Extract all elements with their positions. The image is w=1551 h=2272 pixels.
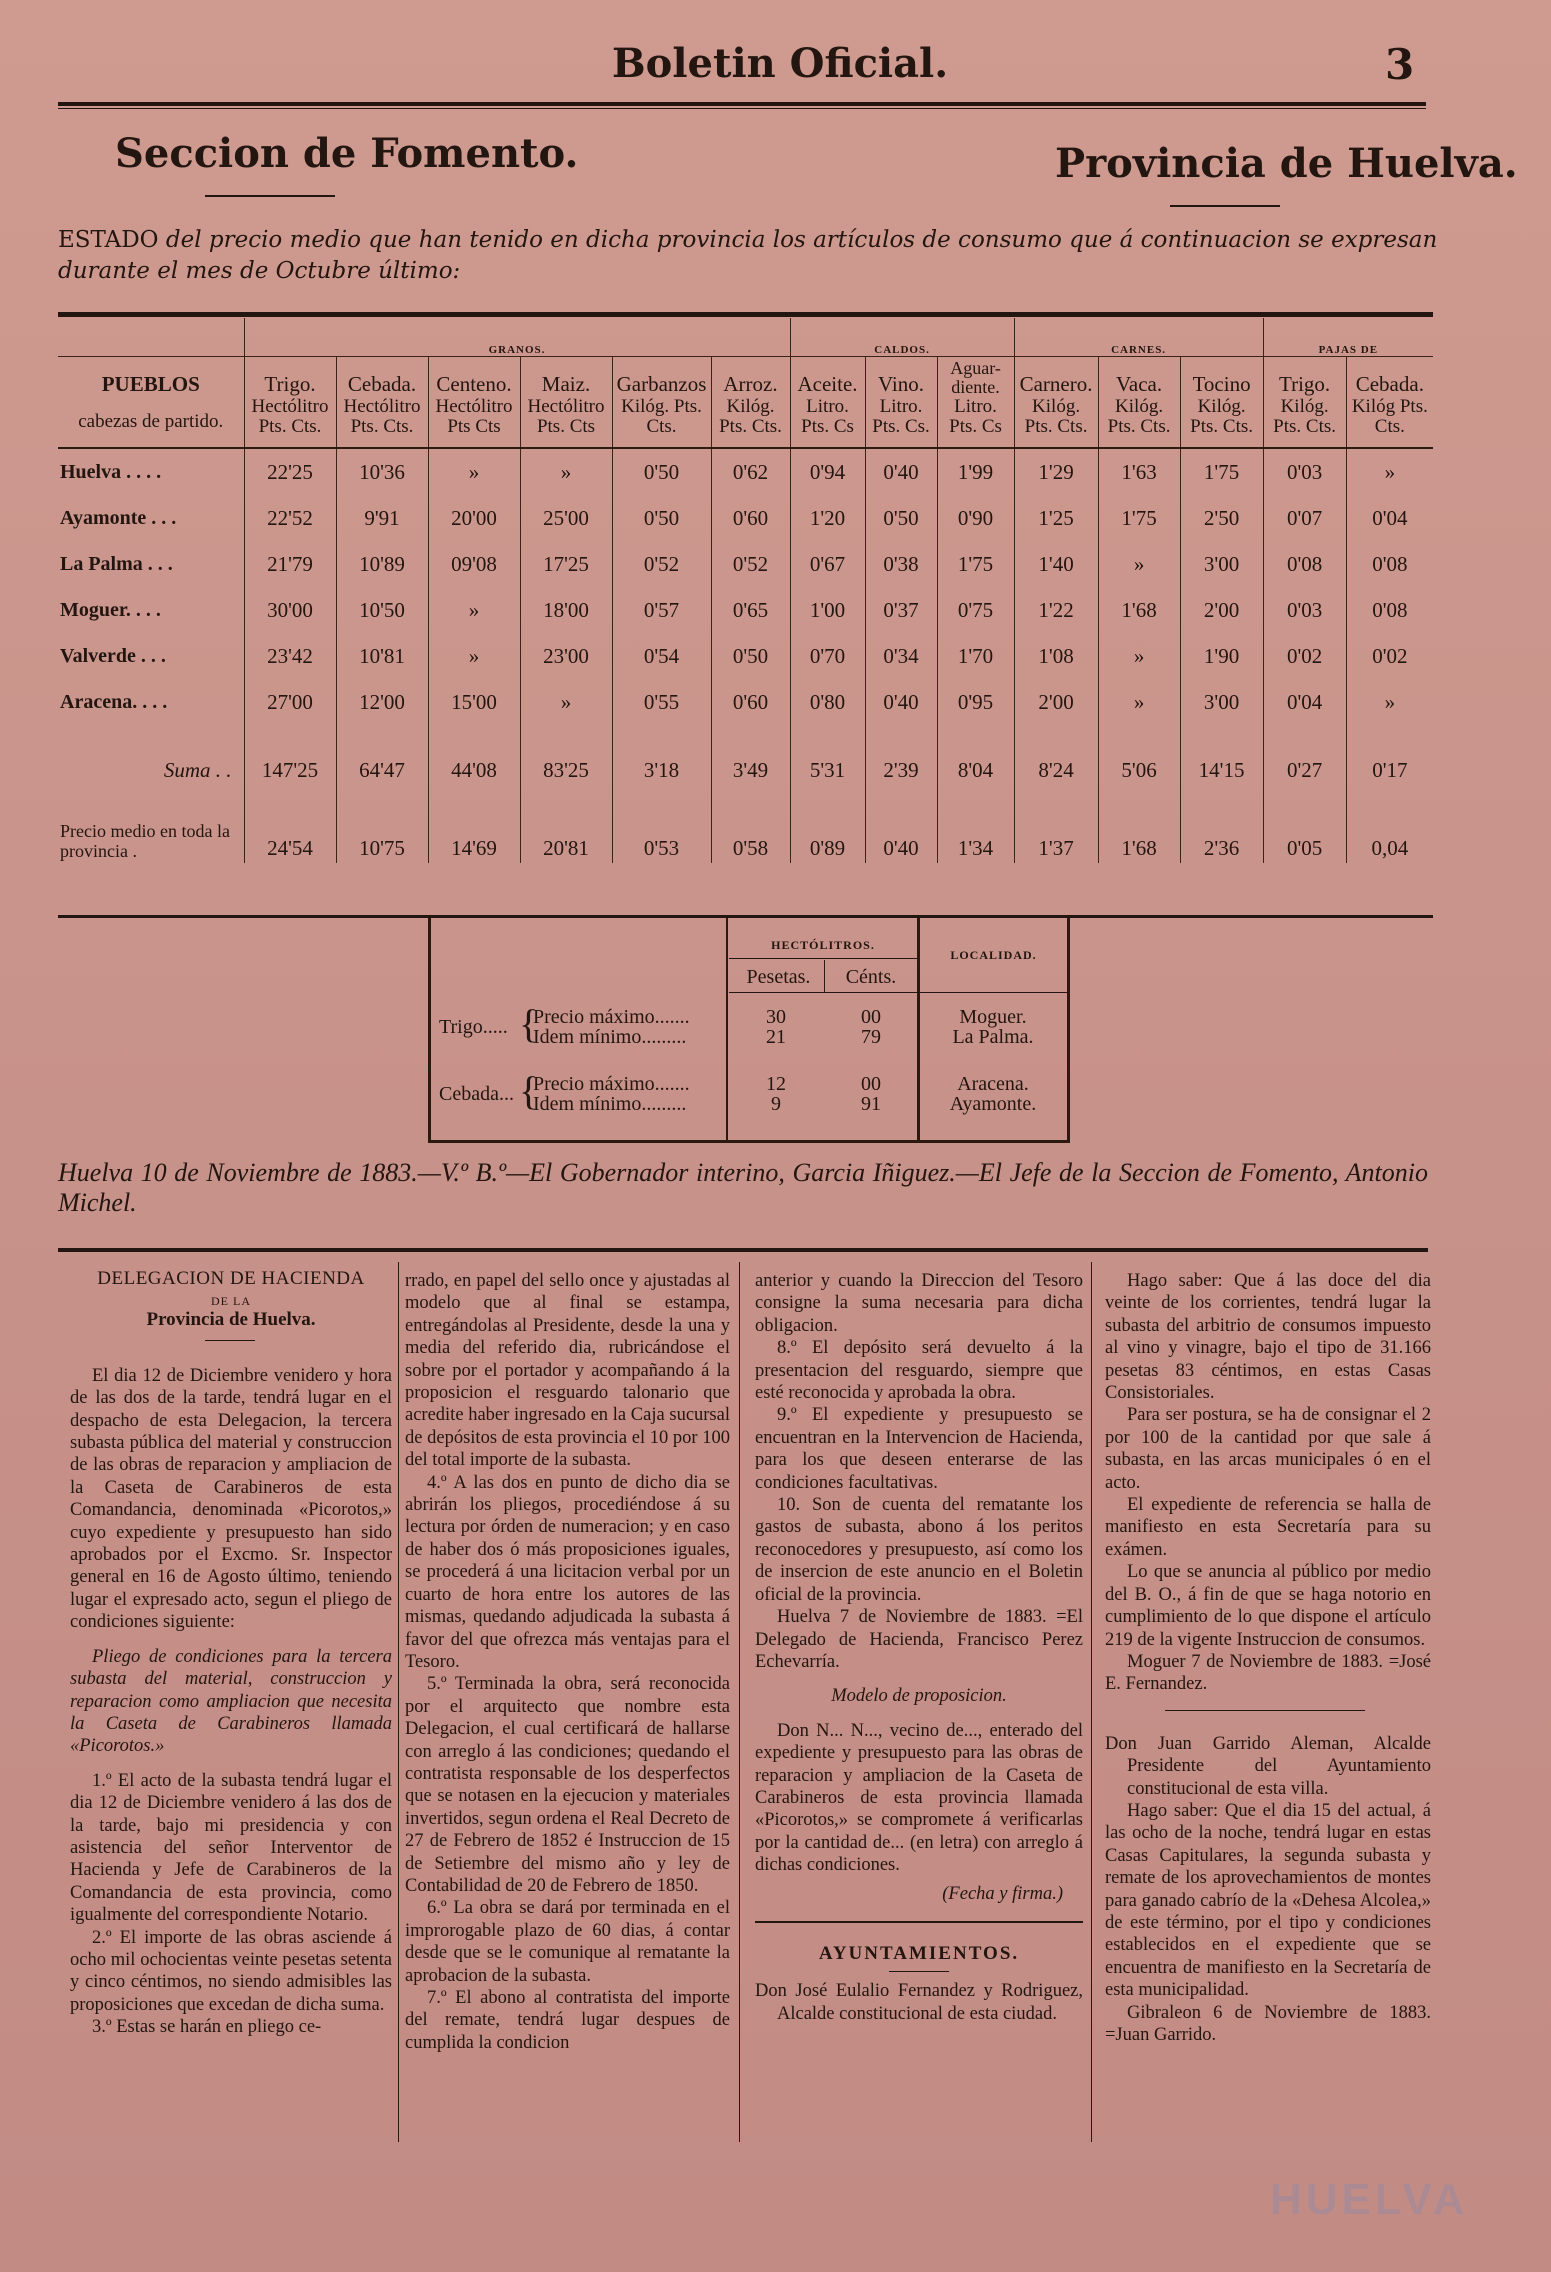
summary-place: Moguer. [959, 1006, 1027, 1028]
unit-header: Litro. Pts. Cs [937, 397, 1014, 448]
price-cell: 30'00 [244, 587, 336, 633]
col3-paragraph: 10. Son de cuenta del rematante los gastos de subasta, abono á los peritos reconocedores y presupuesto, así como los de insercion de este anuncio en el Boletin oficial de la provincia. [755, 1495, 1083, 1605]
price-cell: 17'25 [520, 541, 612, 587]
town-cell: Moguer. . . . [60, 598, 161, 621]
average-cell: 1'68 [1098, 801, 1180, 863]
price-cell: 1'75 [937, 541, 1014, 587]
price-cell: 0'95 [937, 679, 1014, 725]
section-title: Seccion de Fomento. [115, 130, 579, 177]
group-pajas: PAJAS DE [1263, 318, 1433, 357]
price-cell: » [1098, 541, 1180, 587]
price-cell: 23'00 [520, 633, 612, 679]
col2-paragraph: 4.º A las dos en punto de dicho dia se abrirán los pliegos, procediéndose á su lectura por órden de numeracion; y en caso de haber dos ó más proposiciones iguales, se procederá á una licitacion verbal por un cuarto de hora entre los autores de las mismas, quedando adjudicada la subasta á favor del que ofrezca más ventajas para el Tesoro. [405, 1472, 730, 1672]
price-cell: 0'04 [1346, 495, 1433, 541]
province-title-underline [1170, 205, 1280, 207]
price-cell: 1'68 [1098, 587, 1180, 633]
price-cell: 1'99 [937, 448, 1014, 495]
price-cell: 10'81 [336, 633, 428, 679]
product-header: Aguar-diente. [937, 357, 1014, 398]
col4-paragraph: Gibraleon 6 de Noviembre de 1883. =Juan Garrido. [1105, 2002, 1431, 2045]
price-cell: 0'57 [612, 587, 711, 633]
column-4 [1105, 1270, 1431, 2046]
price-cell: 1'75 [1180, 448, 1263, 495]
suma-cell: 0'17 [1346, 725, 1433, 801]
price-cell: » [1346, 448, 1433, 495]
col3-paragraph: Don N... N..., vecino de..., enterado del expediente y presupuesto para las obras de reparacion y ampliacion de la Caseta de Carabineros de esta provincia llamada «Picorotos,» se compromete á verificarlas por la cantidad de... (en letra) con arreglo á dichas condiciones. [755, 1720, 1083, 1876]
price-cell: 0'80 [790, 679, 865, 725]
table-row [58, 587, 1433, 633]
price-table-body [58, 448, 1433, 863]
summary-pesetas: 30 [766, 1006, 786, 1028]
price-cell: 0'70 [790, 633, 865, 679]
delegacion-title: DELEGACION DE HACIENDA [97, 1268, 365, 1289]
price-cell: 0'38 [865, 541, 937, 587]
product-header: Carnero. [1014, 357, 1098, 398]
price-cell: » [1098, 679, 1180, 725]
summary-product: Cebada... [439, 1083, 514, 1105]
price-cell: 0'08 [1263, 541, 1346, 587]
average-cell: 2'36 [1180, 801, 1263, 863]
col4-paragraph: El expediente de referencia se halla de manifiesto en esta Secretaría para su exámen. [1105, 1495, 1431, 1560]
unit-header: Hectólitro Pts. Cts. [244, 397, 336, 448]
summary-place: Aracena. [957, 1073, 1029, 1095]
section-title-underline [205, 195, 335, 197]
price-cell: 0'07 [1263, 495, 1346, 541]
col1-paragraph: 1.º El acto de la subasta tendrá lugar el dia 12 de Diciembre venidero á las dos de la tarde, bajo mi presidencia y con asistencia del señor Interventor de Hacienda y Jefe de Carabineros de la Comandancia de esta provincia, como igualmente del correspondiente Notario. [70, 1770, 392, 1926]
price-cell: 15'00 [428, 679, 520, 725]
suma-row [58, 725, 1433, 801]
col3-paragraph: Don José Eulalio Fernandez y Rodriguez, Alcalde constitucional de esta ciudad. [755, 1981, 1083, 2024]
table-row [58, 679, 1433, 725]
suma-cell: 8'04 [937, 725, 1014, 801]
header-partido: cabezas de partido. [58, 397, 244, 448]
average-cell: 24'54 [244, 801, 336, 863]
summary-cents: 79 [861, 1026, 881, 1048]
price-cell: 23'42 [244, 633, 336, 679]
cents-header: Cénts. [845, 966, 897, 988]
brace-icon: { [519, 1001, 539, 1046]
summary-label: Precio máximo....... [533, 1006, 690, 1028]
unit-header: Kilóg. Pts. Cts. [1263, 397, 1346, 448]
small-rule [889, 1971, 949, 1972]
table-row [58, 495, 1433, 541]
average-cell: 0'89 [790, 801, 865, 863]
suma-cell: 3'49 [711, 725, 790, 801]
price-cell: » [428, 633, 520, 679]
town-cell: Ayamonte . . . [60, 506, 177, 529]
suma-cell: 83'25 [520, 725, 612, 801]
product-header: Centeno. [428, 357, 520, 398]
price-cell: 0'34 [865, 633, 937, 679]
suma-cell: 2'39 [865, 725, 937, 801]
col2-paragraph: 5.º Terminada la obra, será reconocida por el arquitecto que nombre esta Delegacion, el cual certificará de hallarse con arreglo á las condiciones; quedando el contratista responsable de los desperfectos que se notasen en la ejecucion y materiales invertidos, segun ordena el Real Decreto de 27 de Febrero de 1852 é Instruccion de 15 de Setiembre del mismo año y ley de Contabilidad de 20 de Febrero de 1850. [405, 1674, 730, 1896]
suma-cell: 3'18 [612, 725, 711, 801]
price-cell: 1'75 [1098, 495, 1180, 541]
product-header: Aceite. [790, 357, 865, 398]
unit-header: Kilóg. Pts. Cts. [1014, 397, 1098, 448]
average-cell: 0'40 [865, 801, 937, 863]
unit-header: Kilóg. Pts. Cts. [711, 397, 790, 448]
price-cell: 0'50 [612, 448, 711, 495]
town-cell: La Palma . . . [60, 552, 173, 575]
price-cell: » [520, 448, 612, 495]
price-cell: 1'20 [790, 495, 865, 541]
header-rule-thin [58, 108, 1426, 109]
suma-cell: 14'15 [1180, 725, 1263, 801]
archive-watermark: HUELVA [1270, 2175, 1469, 2224]
product-header: Vino. [865, 357, 937, 398]
product-header: Maiz. [520, 357, 612, 398]
estado-paragraph [58, 225, 1438, 287]
newspaper-title: Boletin Oficial. [611, 40, 949, 87]
average-cell: 0'53 [612, 801, 711, 863]
column-divider [398, 1262, 399, 2142]
delegacion-province: Provincia de Huelva. [146, 1309, 316, 1331]
price-cell: 0'02 [1346, 633, 1433, 679]
average-cell: 10'75 [336, 801, 428, 863]
town-cell: Valverde . . . [60, 644, 166, 667]
price-cell: 0'08 [1346, 541, 1433, 587]
price-cell: 0'55 [612, 679, 711, 725]
suma-label: Suma . . [163, 757, 232, 782]
price-cell: 1'08 [1014, 633, 1098, 679]
table-row [58, 448, 1433, 495]
section-rule [58, 1248, 1428, 1252]
product-header: Cebada. [1346, 357, 1433, 398]
average-label: Precio medio en toda la provincia . [60, 821, 230, 861]
price-cell: 2'50 [1180, 495, 1263, 541]
hectolitros-header: HECTÓLITROS. [771, 938, 875, 952]
price-cell: 0'60 [711, 679, 790, 725]
unit-header: Hectólitro Pts Cts [428, 397, 520, 448]
modelo-heading: Modelo de proposicion. [831, 1686, 1007, 1707]
price-cell: 0'75 [937, 587, 1014, 633]
summary-label: Precio máximo....... [533, 1073, 690, 1095]
col4-paragraph: Para ser postura, se ha de consignar el 2 por 100 de la cantidad por que sale á subasta, en las arcas municipales ó en el acto. [1105, 1405, 1431, 1493]
price-cell: 0'52 [711, 541, 790, 587]
average-cell: 0,04 [1346, 801, 1433, 863]
price-cell: 3'00 [1180, 679, 1263, 725]
price-cell: 0'54 [612, 633, 711, 679]
group-header-row [58, 318, 1433, 357]
price-cell: 0'03 [1263, 587, 1346, 633]
table-row [58, 541, 1433, 587]
unit-header: Litro. Pts. Cs. [865, 397, 937, 448]
unit-header-row [58, 397, 1433, 448]
unit-header: Litro. Pts. Cs [790, 397, 865, 448]
price-cell: 1'90 [1180, 633, 1263, 679]
summary-cents: 00 [861, 1073, 881, 1095]
pliego-heading: Pliego de condiciones para la tercera subasta del material, construccion y reparacion como ampliacion que necesita la Caseta de Carabineros llamada «Picorotos.» [70, 1646, 392, 1757]
price-cell: 9'91 [336, 495, 428, 541]
col1-paragraph: 2.º El importe de las obras asciende á ocho mil ochocientas veinte pesetas setenta y cinco céntimos, no siendo admisibles las proposiciones que excedan de dicha suma. [70, 1927, 392, 2015]
price-cell: 1'25 [1014, 495, 1098, 541]
price-cell: 0'40 [865, 448, 937, 495]
suma-cell: 147'25 [244, 725, 336, 801]
summary-label: Idem mínimo......... [533, 1093, 687, 1115]
price-cell: 10'36 [336, 448, 428, 495]
price-cell: 22'52 [244, 495, 336, 541]
unit-header: Hectólitro Pts. Cts. [336, 397, 428, 448]
price-cell: 10'50 [336, 587, 428, 633]
de-la: DE LA [211, 1294, 251, 1309]
pesetas-header: Pesetas. [746, 966, 811, 988]
province-title: Provincia de Huelva. [1055, 140, 1518, 187]
page-number: 3 [1385, 40, 1415, 89]
product-header: Vaca. [1098, 357, 1180, 398]
price-cell: 0'67 [790, 541, 865, 587]
suma-cell: 44'08 [428, 725, 520, 801]
unit-header: Kilóg. Pts. Cts. [1180, 397, 1263, 448]
price-cell: » [1346, 679, 1433, 725]
price-cell: 1'29 [1014, 448, 1098, 495]
estado-text: del precio medio que han tenido en dicha provincia los artículos de consumo que á continuacion se expresan durante el mes de Octubre último: [58, 227, 1438, 284]
fecha-firma: (Fecha y firma.) [942, 1883, 1063, 1904]
average-cell: 0'58 [711, 801, 790, 863]
column-3 [755, 1270, 1083, 2025]
col4-paragraph: Hago saber: Que á las doce del dia veinte de los corrientes, tendrá lugar la subasta del arbitrio de consumos impuesto al vino y vinagre, bajo el tipo de 31.166 pesetas 83 céntimos, en estas Casas Consistoriales. [1105, 1271, 1431, 1404]
product-header-row [58, 357, 1433, 398]
product-header: Tocino [1180, 357, 1263, 398]
small-rule [1165, 1710, 1365, 1711]
average-cell: 14'69 [428, 801, 520, 863]
price-cell: 0'62 [711, 448, 790, 495]
col2-paragraph: rrado, en papel del sello once y ajustadas al modelo que al final se estampa, entregándolas al Presidente, desde la una y media del referido dia, rubricándose el sobre por el portador y acompañando á la proposicion el resguardo talonario que acredite haber ingresado en la Caja sucursal de depósitos de esta provincia el 10 por 100 del total importe de la subasta. [405, 1271, 730, 1471]
col2-paragraph: 7.º El abono al contratista del importe del remate, tendrá lugar despues de cumplida la condicion [405, 1988, 730, 2053]
price-cell: 0'50 [711, 633, 790, 679]
price-cell: 1'40 [1014, 541, 1098, 587]
price-cell: 18'00 [520, 587, 612, 633]
unit-header: Kilóg Pts. Cts. [1346, 397, 1433, 448]
summary-cents: 91 [861, 1093, 881, 1115]
price-cell: 0'94 [790, 448, 865, 495]
col1-paragraph: El dia 12 de Diciembre venidero y hora de las dos de la tarde, tendrá lugar en el despacho de esta Delegacion, la tercera subasta pública del material y construccion de las obras de reparacion y ampliacion de la Caseta de Carabineros de esta Comandancia, denominada «Picorotos,» cuyo expediente y presupuesto han sido aprobados por el Excmo. Sr. Inspector general en 16 de Agosto último, teniendo lugar el expresado acto, segun el pliego de condiciones siguiente: [70, 1365, 392, 1633]
summary-table [428, 918, 1070, 1143]
product-header: Trigo. [1263, 357, 1346, 398]
price-cell: 27'00 [244, 679, 336, 725]
price-cell: 20'00 [428, 495, 520, 541]
average-cell: 20'81 [520, 801, 612, 863]
price-cell: 1'70 [937, 633, 1014, 679]
price-cell: » [428, 448, 520, 495]
suma-cell: 8'24 [1014, 725, 1098, 801]
summary-rule [729, 992, 1067, 993]
price-cell: 0'90 [937, 495, 1014, 541]
price-cell: 0'08 [1346, 587, 1433, 633]
price-cell: 1'63 [1098, 448, 1180, 495]
group-carnes: CARNES. [1014, 318, 1263, 357]
price-cell: 22'25 [244, 448, 336, 495]
summary-place: La Palma. [952, 1026, 1034, 1048]
price-cell: 0'40 [865, 679, 937, 725]
column-1 [70, 1268, 392, 2039]
summary-pesetas: 9 [771, 1093, 781, 1115]
price-cell: 09'08 [428, 541, 520, 587]
summary-pesetas: 12 [766, 1073, 786, 1095]
summary-label: Idem mínimo......... [533, 1026, 687, 1048]
estado-lead: ESTADO [58, 227, 159, 253]
col3-paragraph: 8.º El depósito será devuelto á la presentacion del resguardo, siempre que esté reconocida y aprobada la obra. [755, 1338, 1083, 1404]
col3-paragraph: Huelva 7 de Noviembre de 1883. =El Delegado de Hacienda, Francisco Perez Echevarría. [755, 1607, 1083, 1672]
table-top-rule [58, 312, 1433, 317]
column-2 [405, 1270, 730, 2054]
col4-paragraph: Moguer 7 de Noviembre de 1883. =José E. Fernandez. [1105, 1651, 1431, 1695]
col2-paragraph: 6.º La obra se dará por terminada en el improrogable plazo de 60 dias, á contar desde que se le comunique al rematante la aprobacion de la subasta. [405, 1898, 730, 1986]
price-cell: » [428, 587, 520, 633]
fomento-signature: Huelva 10 de Noviembre de 1883.—V.º B.º—El Gobernador interino, Garcia Iñiguez.—El Jefe de la Seccion de Fomento, Antonio Michel. [58, 1158, 1428, 1217]
summary-divider [726, 918, 728, 1140]
price-cell: 0'03 [1263, 448, 1346, 495]
price-cell: » [1098, 633, 1180, 679]
price-cell: 0'37 [865, 587, 937, 633]
suma-cell: 5'31 [790, 725, 865, 801]
group-header-empty [58, 318, 244, 357]
suma-cell: 64'47 [336, 725, 428, 801]
unit-header: Kilóg. Pts. Cts. [1098, 397, 1180, 448]
price-cell: 2'00 [1014, 679, 1098, 725]
summary-cents: 00 [861, 1006, 881, 1028]
price-cell: 21'79 [244, 541, 336, 587]
header-pueblos: PUEBLOS [101, 372, 200, 396]
group-granos: GRANOS. [244, 318, 790, 357]
summary-rule [729, 958, 917, 959]
price-cell: 10'89 [336, 541, 428, 587]
header-rule [58, 102, 1426, 106]
price-cell: 0'50 [612, 495, 711, 541]
col4-paragraph: Hago saber: Que el dia 15 del actual, á las ocho de la noche, tendrá lugar en estas Casas Capitulares, la segunda subasta y remate de los aprovechamientos de montes para ganado cabrío de la «Dehesa Alcolea,» de este término, por el tipo y condiciones establecidos en el expediente que se encuentra de manifiesto en la Secretaría de esta municipalidad. [1105, 1800, 1431, 2001]
price-cell: 2'00 [1180, 587, 1263, 633]
summary-divider [824, 960, 825, 992]
column-divider [739, 1262, 740, 2142]
price-cell: 1'22 [1014, 587, 1098, 633]
table-row [58, 633, 1433, 679]
localidad-header: LOCALIDAD. [950, 948, 1037, 962]
brace-icon: { [519, 1068, 539, 1113]
col3-paragraph: anterior y cuando la Direccion del Tesoro consigne la suma necesaria para dicha obligacion. [755, 1271, 1083, 1336]
product-header: Cebada. [336, 357, 428, 398]
price-cell: 3'00 [1180, 541, 1263, 587]
col1-paragraph: 3.º Estas se harán en pliego ce- [92, 2017, 322, 2038]
product-header: Garbanzos [612, 357, 711, 398]
unit-header: Kilóg. Pts. Cts. [612, 397, 711, 448]
price-cell: » [520, 679, 612, 725]
price-cell: 0'04 [1263, 679, 1346, 725]
suma-cell: 5'06 [1098, 725, 1180, 801]
price-cell: 0'65 [711, 587, 790, 633]
col3-paragraph: 9.º El expediente y presupuesto se encuentran en la Intervencion de Hacienda, para los que deseen enterarse de las condiciones facultativas. [755, 1405, 1083, 1493]
town-cell: Aracena. . . . [60, 690, 168, 713]
price-table [58, 318, 1433, 863]
column-divider [1091, 1262, 1092, 2142]
col4-paragraph: Don Juan Garrido Aleman, Alcalde Presidente del Ayuntamiento constitucional de esta villa. [1105, 1733, 1431, 1799]
unit-header: Hectólitro Pts. Cts [520, 397, 612, 448]
price-cell: 0'50 [865, 495, 937, 541]
town-cell: Huelva . . . . [60, 460, 162, 483]
price-cell: 0'02 [1263, 633, 1346, 679]
product-header: Arroz. [711, 357, 790, 398]
price-cell: 25'00 [520, 495, 612, 541]
average-row [58, 801, 1433, 863]
product-header: Trigo. [244, 357, 336, 398]
average-cell: 0'05 [1263, 801, 1346, 863]
price-cell: 12'00 [336, 679, 428, 725]
summary-product: Trigo..... [439, 1016, 508, 1038]
price-cell: 0'52 [612, 541, 711, 587]
col4-paragraph: Lo que se anuncia al público por medio del B. O., á fin de que se haga notorio en cumplimiento de lo que dispone el artículo 219 de la vigente Instruccion de consumos. [1105, 1562, 1431, 1650]
group-caldos: CALDOS. [790, 318, 1014, 357]
summary-place: Ayamonte. [949, 1093, 1037, 1115]
price-cell: 0'60 [711, 495, 790, 541]
ayuntamientos-rule [755, 1921, 1083, 1923]
small-rule [205, 1340, 255, 1341]
average-cell: 1'34 [937, 801, 1014, 863]
summary-pesetas: 21 [766, 1026, 786, 1048]
price-cell: 1'00 [790, 587, 865, 633]
average-cell: 1'37 [1014, 801, 1098, 863]
ayuntamientos-heading: AYUNTAMIENTOS. [818, 1942, 1020, 1964]
suma-cell: 0'27 [1263, 725, 1346, 801]
